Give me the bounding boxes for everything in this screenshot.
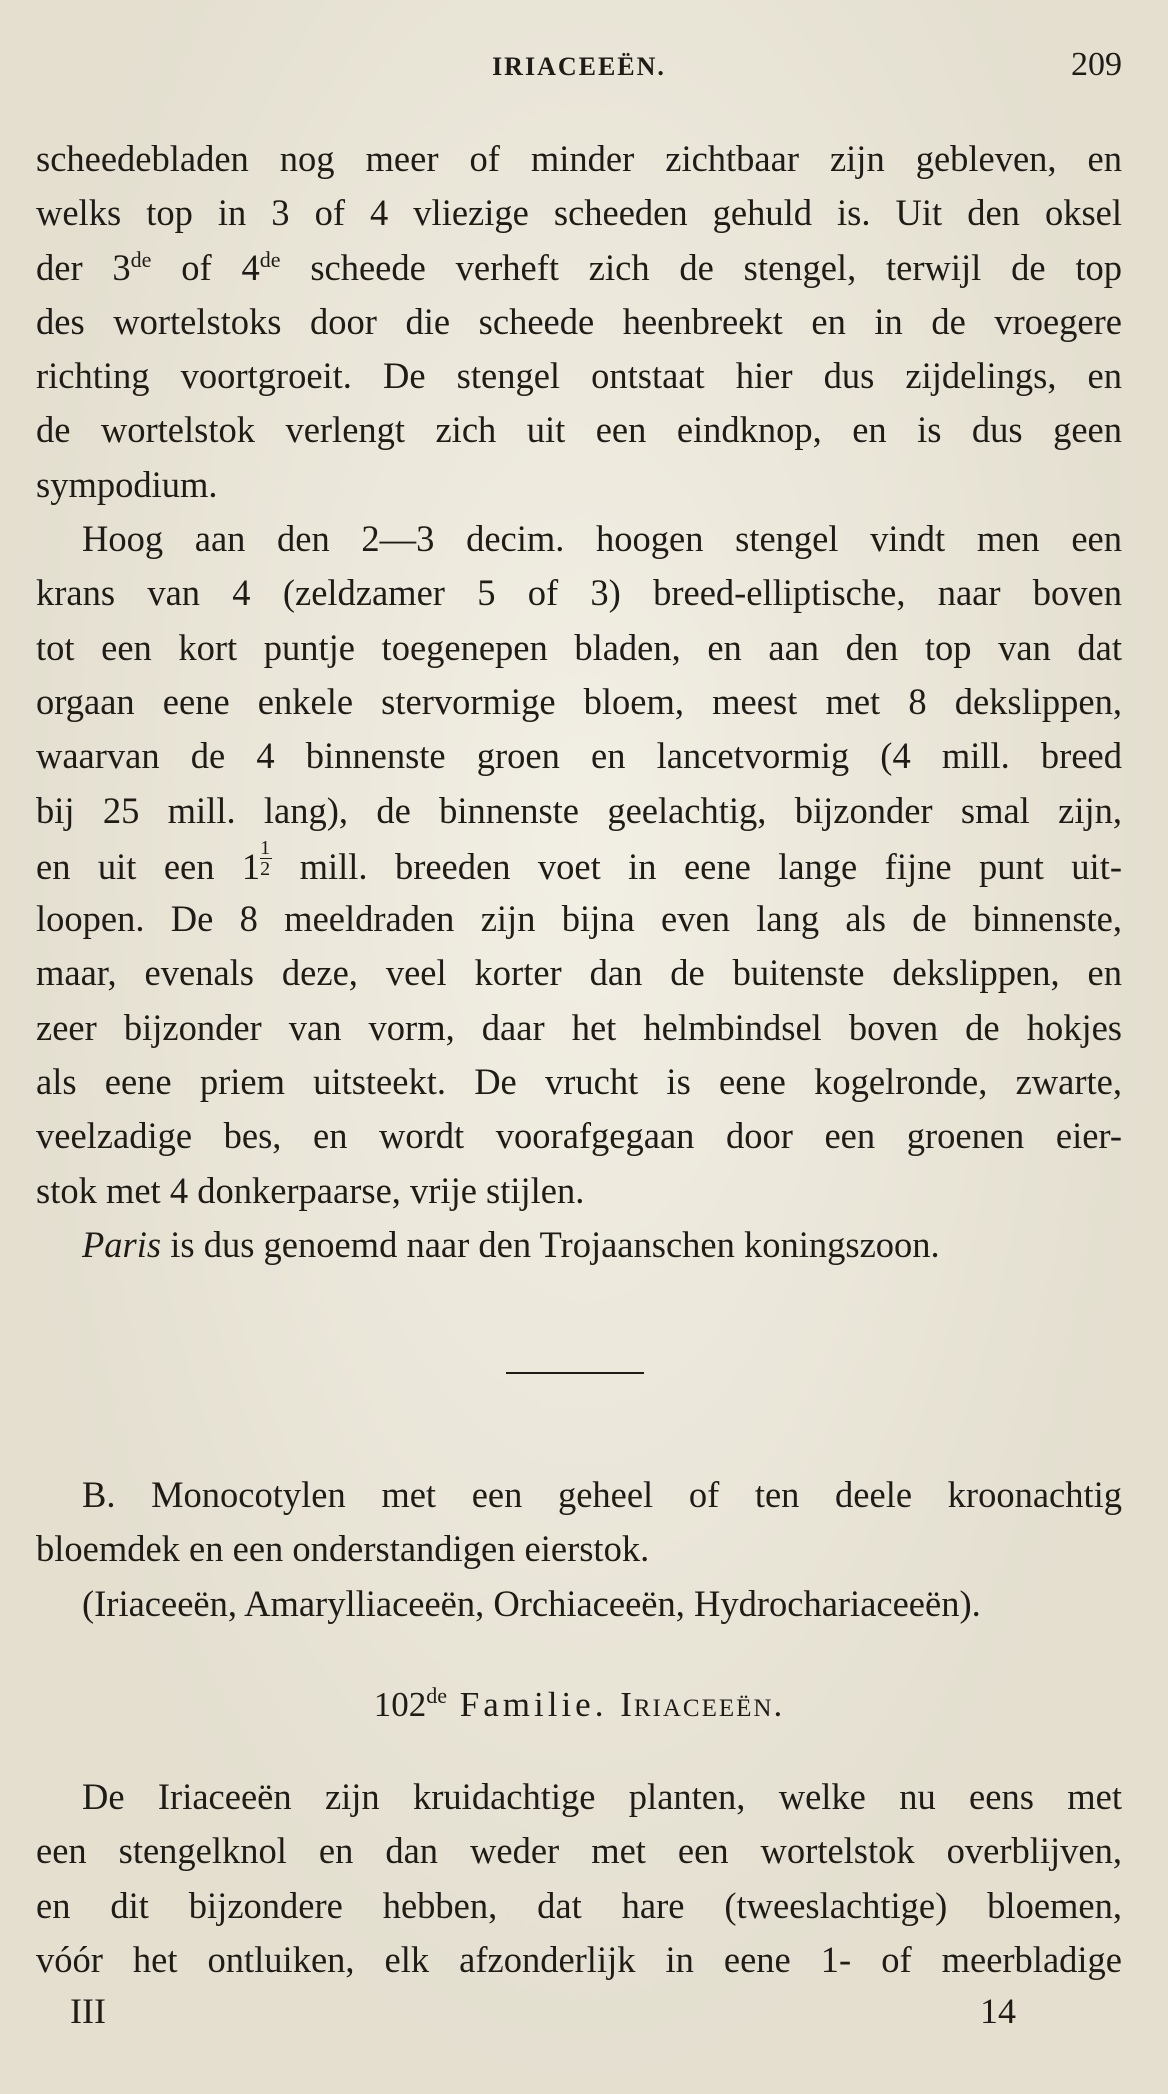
text-line: maar, evenals deze, veel korter dan de buitenste dekslippen, en <box>36 952 1122 994</box>
section-b <box>36 1468 1122 1631</box>
text-fragment: en uit een 1 <box>36 845 261 887</box>
text-line: sympodium. <box>36 463 218 505</box>
text-line: zeer bijzonder van vorm, daar het helmbindsel boven de hokjes <box>36 1006 1122 1048</box>
fraction-numerator: 1 <box>260 836 271 859</box>
signature-number: 14 <box>980 1991 1016 2031</box>
superscript: de <box>130 246 152 272</box>
text-line: bloemdek en een onderstandigen eierstok. <box>36 1528 650 1570</box>
text-line: welks top in 3 of 4 vliezige scheeden gehuld is. Uit den oksel <box>36 192 1122 234</box>
text-line: des wortelstoks door die scheede heenbreekt en in de vroegere <box>36 300 1122 342</box>
text-fragment: mill. breeden voet in eene lange fijne punt uit- <box>272 845 1122 887</box>
text-line: als eene priem uitsteekt. De vrucht is eene kogelronde, zwarte, <box>36 1061 1122 1103</box>
text-line <box>36 1218 1122 1272</box>
family-description <box>36 1770 1122 1987</box>
text-line: en dit bijzondere hebben, dat hare (tweeslachtige) bloemen, <box>36 1884 1122 1926</box>
superscript: de <box>426 1683 448 1708</box>
fraction-denominator: 2 <box>260 857 271 880</box>
text-line: stok met 4 donkerpaarse, vrije stijlen. <box>36 1169 585 1211</box>
text-line: krans van 4 (zeldzamer 5 of 3) breed-elliptische, naar boven <box>36 572 1122 614</box>
text-line: scheedebladen nog meer of minder zichtbaar zijn gebleven, en <box>36 138 1122 179</box>
text-line: waarvan de 4 binnenste groen en lancetvormig (4 mill. breed <box>36 735 1122 777</box>
italic-name: Paris <box>82 1223 162 1265</box>
page-number: 209 <box>1071 46 1122 83</box>
text-fragment: der 3 <box>36 246 131 288</box>
text-line: tot een kort puntje toegenepen bladen, en aan den top van dat <box>36 626 1122 668</box>
signature-mark: III <box>70 1991 106 2031</box>
familie-label: Familie. <box>447 1685 621 1724</box>
running-title: IRIACEEËN. <box>492 52 666 81</box>
text-line: orgaan eene enkele stervormige bloem, meest met 8 dekslippen, <box>36 680 1122 722</box>
superscript: de <box>259 246 281 272</box>
text-line: een stengelknol en dan weder met een wortelstok overblijven, <box>36 1830 1122 1872</box>
family-heading <box>36 1685 1122 1725</box>
page-footer <box>70 1990 1016 2040</box>
text-line: veelzadige bes, en wordt voorafgegaan door een groenen eier- <box>36 1115 1122 1157</box>
text-line: de wortelstok verlengt zich uit een eindknop, en is dus geen <box>36 409 1122 451</box>
family-number: 102 <box>373 1685 427 1724</box>
text-line: bij 25 mill. lang), de binnenste geelachtig, bijzonder smal zijn, <box>36 789 1122 831</box>
text-line: De Iriaceeën zijn kruidachtige planten, welke nu eens met <box>82 1776 1122 1817</box>
family-name: Iriaceeën. <box>620 1685 785 1724</box>
text-fragment: of 4 <box>151 246 260 288</box>
section-divider <box>506 1372 644 1374</box>
text-line: richting voortgroeit. De stengel ontstaat hier dus zijdelings, en <box>36 355 1122 397</box>
text-line: Hoog aan den 2—3 decim. hoogen stengel vindt men een <box>82 518 1122 560</box>
text-fragment: is dus genoemd naar den Trojaanschen koningszoon. <box>161 1223 940 1265</box>
text-line <box>36 838 1122 892</box>
text-line: B. Monocotylen met een geheel of ten deele kroonachtig <box>82 1474 1122 1515</box>
fraction <box>260 838 272 879</box>
text-line: vóór het ontluiken, elk afzonderlijk in eene 1- of meerbladige <box>36 1938 1122 1980</box>
text-line <box>36 241 1122 295</box>
text-line: (Iriaceeën, Amaryllіaceeën, Orchiaceeën, Hydrochariaceeën). <box>82 1582 981 1624</box>
paragraph-continued <box>36 132 1122 1272</box>
text-line: loopen. De 8 meeldraden zijn bijna even lang als de binnenste, <box>36 898 1122 940</box>
page-header <box>36 44 1122 84</box>
text-fragment: scheede verheft zich de stengel, terwijl de top <box>280 246 1123 288</box>
